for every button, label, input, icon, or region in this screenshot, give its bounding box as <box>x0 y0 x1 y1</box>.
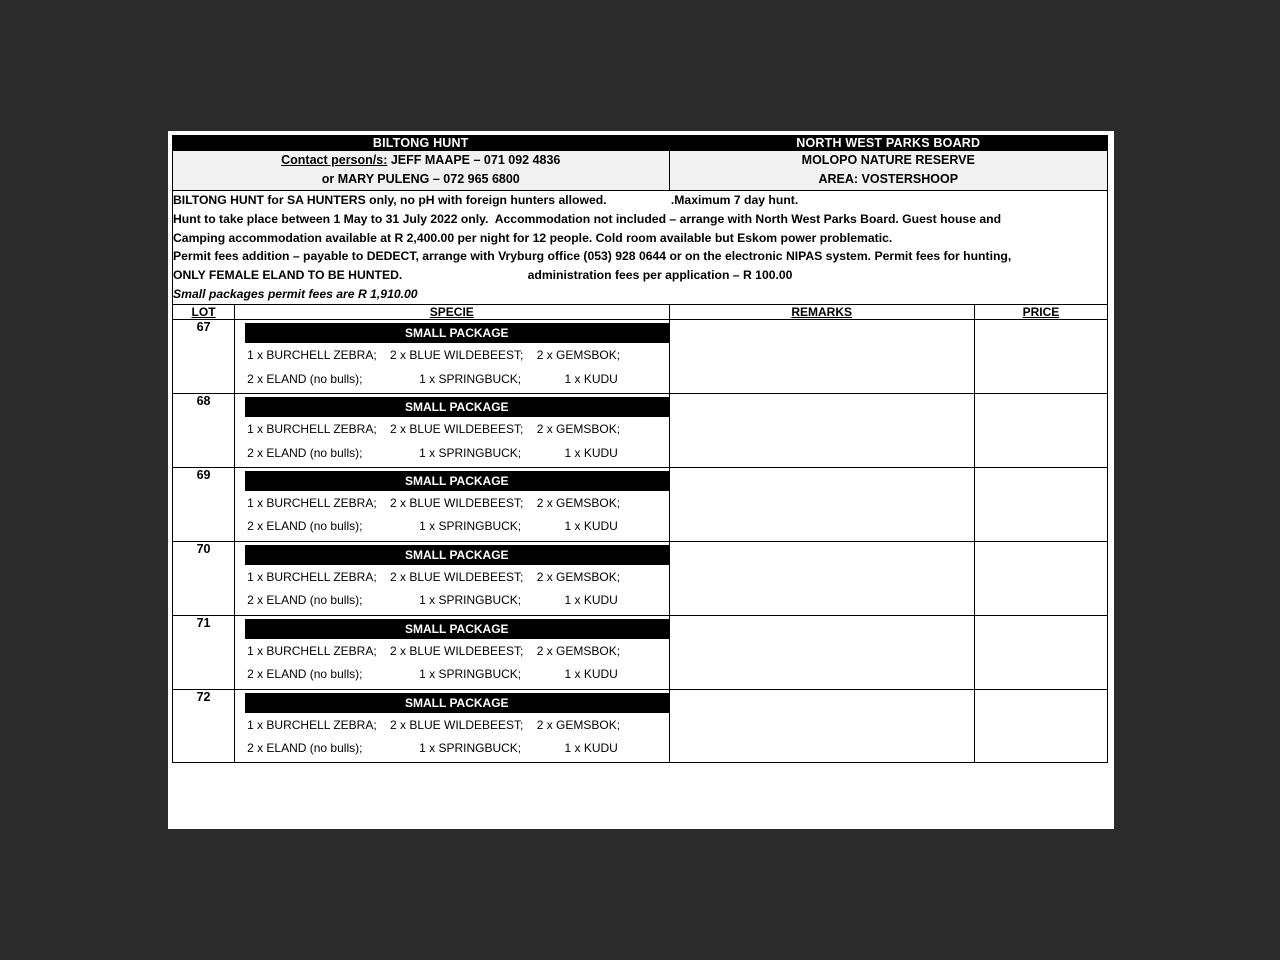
specie-line-1: 1 x BURCHELL ZEBRA; 2 x BLUE WILDEBEEST; 2 x GEMSBOK; <box>247 348 621 363</box>
contact-label: Contact person/s: <box>281 153 388 167</box>
lot-number: 71 <box>173 615 235 689</box>
note-line-4: Permit fees addition – payable to DEDECT, arrange with Vryburg office (053) 928 0644 or on the electronic NIPAS system. Permit fees for hunting, <box>173 249 1012 264</box>
column-header-price-label: PRICE <box>1022 305 1060 320</box>
note-line-1: BILTONG HUNT for SA HUNTERS only, no pH with foreign hunters allowed. .Maximum 7 day hunt. <box>173 192 799 207</box>
reserve-name: MOLOPO NATURE RESERVE <box>801 153 975 167</box>
lot-number: 72 <box>173 689 235 763</box>
specie-line-2: 2 x ELAND (no bulls); 1 x SPRINGBUCK; 1 x KUDU <box>247 741 618 755</box>
lot-number: 68 <box>173 394 235 468</box>
specie-line-1: 1 x BURCHELL ZEBRA; 2 x BLUE WILDEBEEST; 2 x GEMSBOK; <box>247 495 621 510</box>
package-band: SMALL PACKAGE <box>245 619 668 639</box>
price-cell[interactable] <box>974 541 1107 615</box>
specie-line-1: 1 x BURCHELL ZEBRA; 2 x BLUE WILDEBEEST; 2 x GEMSBOK; <box>247 422 621 437</box>
hunt-listing-table <box>172 135 1108 763</box>
reserve-block <box>669 151 1107 191</box>
table-row <box>173 615 1108 689</box>
lot-number: 69 <box>173 467 235 541</box>
parks-board-title: NORTH WEST PARKS BOARD <box>669 136 1107 151</box>
package-band: SMALL PACKAGE <box>245 323 668 343</box>
specie-line-1: 1 x BURCHELL ZEBRA; 2 x BLUE WILDEBEEST; 2 x GEMSBOK; <box>247 717 621 732</box>
specie-cell <box>235 394 669 468</box>
package-band: SMALL PACKAGE <box>245 545 668 565</box>
column-header-lot <box>173 305 235 320</box>
remarks-cell[interactable] <box>669 541 974 615</box>
specie-line-2: 2 x ELAND (no bulls); 1 x SPRINGBUCK; 1 x KUDU <box>247 445 618 460</box>
document-page <box>168 131 1114 829</box>
column-header-remarks-label: REMARKS <box>791 305 852 320</box>
column-header-remarks <box>669 305 974 320</box>
specie-line-1: 1 x BURCHELL ZEBRA; 2 x BLUE WILDEBEEST; 2 x GEMSBOK; <box>247 569 621 584</box>
specie-line-2: 2 x ELAND (no bulls); 1 x SPRINGBUCK; 1 x KUDU <box>247 519 618 534</box>
package-band: SMALL PACKAGE <box>245 397 668 417</box>
column-header-row <box>173 305 1108 320</box>
remarks-cell[interactable] <box>669 467 974 541</box>
specie-cell <box>235 541 669 615</box>
specie-line-2: 2 x ELAND (no bulls); 1 x SPRINGBUCK; 1 x KUDU <box>247 667 618 682</box>
remarks-cell[interactable] <box>669 689 974 763</box>
specie-cell <box>235 615 669 689</box>
table-row <box>173 689 1108 763</box>
contact-line-1 <box>173 151 669 170</box>
column-header-specie-label: SPECIE <box>429 305 474 320</box>
package-band: SMALL PACKAGE <box>245 471 668 491</box>
notes-row <box>173 190 1108 304</box>
specie-cell <box>235 320 669 394</box>
note-line-5: ONLY FEMALE ELAND TO BE HUNTED. administration fees per application – R 100.00 <box>173 268 793 283</box>
contact-person-1: JEFF MAAPE – 071 092 4836 <box>387 153 561 167</box>
title-row <box>173 136 1108 151</box>
note-line-2: Hunt to take place between 1 May to 31 July 2022 only. Accommodation not included – arrange with North West Parks Board. Guest house and <box>173 211 1002 226</box>
price-cell[interactable] <box>974 394 1107 468</box>
specie-cell <box>235 689 669 763</box>
remarks-cell[interactable] <box>669 615 974 689</box>
lot-number: 70 <box>173 541 235 615</box>
price-cell[interactable] <box>974 615 1107 689</box>
price-cell[interactable] <box>974 689 1107 763</box>
remarks-cell[interactable] <box>669 394 974 468</box>
specie-line-2: 2 x ELAND (no bulls); 1 x SPRINGBUCK; 1 x KUDU <box>247 371 618 386</box>
note-line-3: Camping accommodation available at R 2,400.00 per night for 12 people. Cold room available but Eskom power problematic. <box>173 230 893 245</box>
contact-block <box>173 151 670 191</box>
column-header-price <box>974 305 1107 320</box>
notes-block <box>173 190 1108 304</box>
table-row <box>173 394 1108 468</box>
column-header-specie <box>235 305 669 320</box>
contact-person-2: or MARY PULENG – 072 965 6800 <box>321 172 520 187</box>
table-row <box>173 541 1108 615</box>
table-row <box>173 320 1108 394</box>
biltong-hunt-title: BILTONG HUNT <box>173 136 670 151</box>
specie-line-2: 2 x ELAND (no bulls); 1 x SPRINGBUCK; 1 x KUDU <box>247 593 618 608</box>
table-row <box>173 467 1108 541</box>
note-permit-fee: Small packages permit fees are R 1,910.00 <box>173 287 418 302</box>
column-header-lot-label: LOT <box>191 305 216 320</box>
price-cell[interactable] <box>974 467 1107 541</box>
specie-cell <box>235 467 669 541</box>
price-cell[interactable] <box>974 320 1107 394</box>
package-band: SMALL PACKAGE <box>245 693 668 713</box>
contact-row <box>173 151 1108 191</box>
lot-number: 67 <box>173 320 235 394</box>
remarks-cell[interactable] <box>669 320 974 394</box>
reserve-area: AREA: VOSTERSHOOP <box>818 172 959 187</box>
specie-line-1: 1 x BURCHELL ZEBRA; 2 x BLUE WILDEBEEST; 2 x GEMSBOK; <box>247 643 621 658</box>
